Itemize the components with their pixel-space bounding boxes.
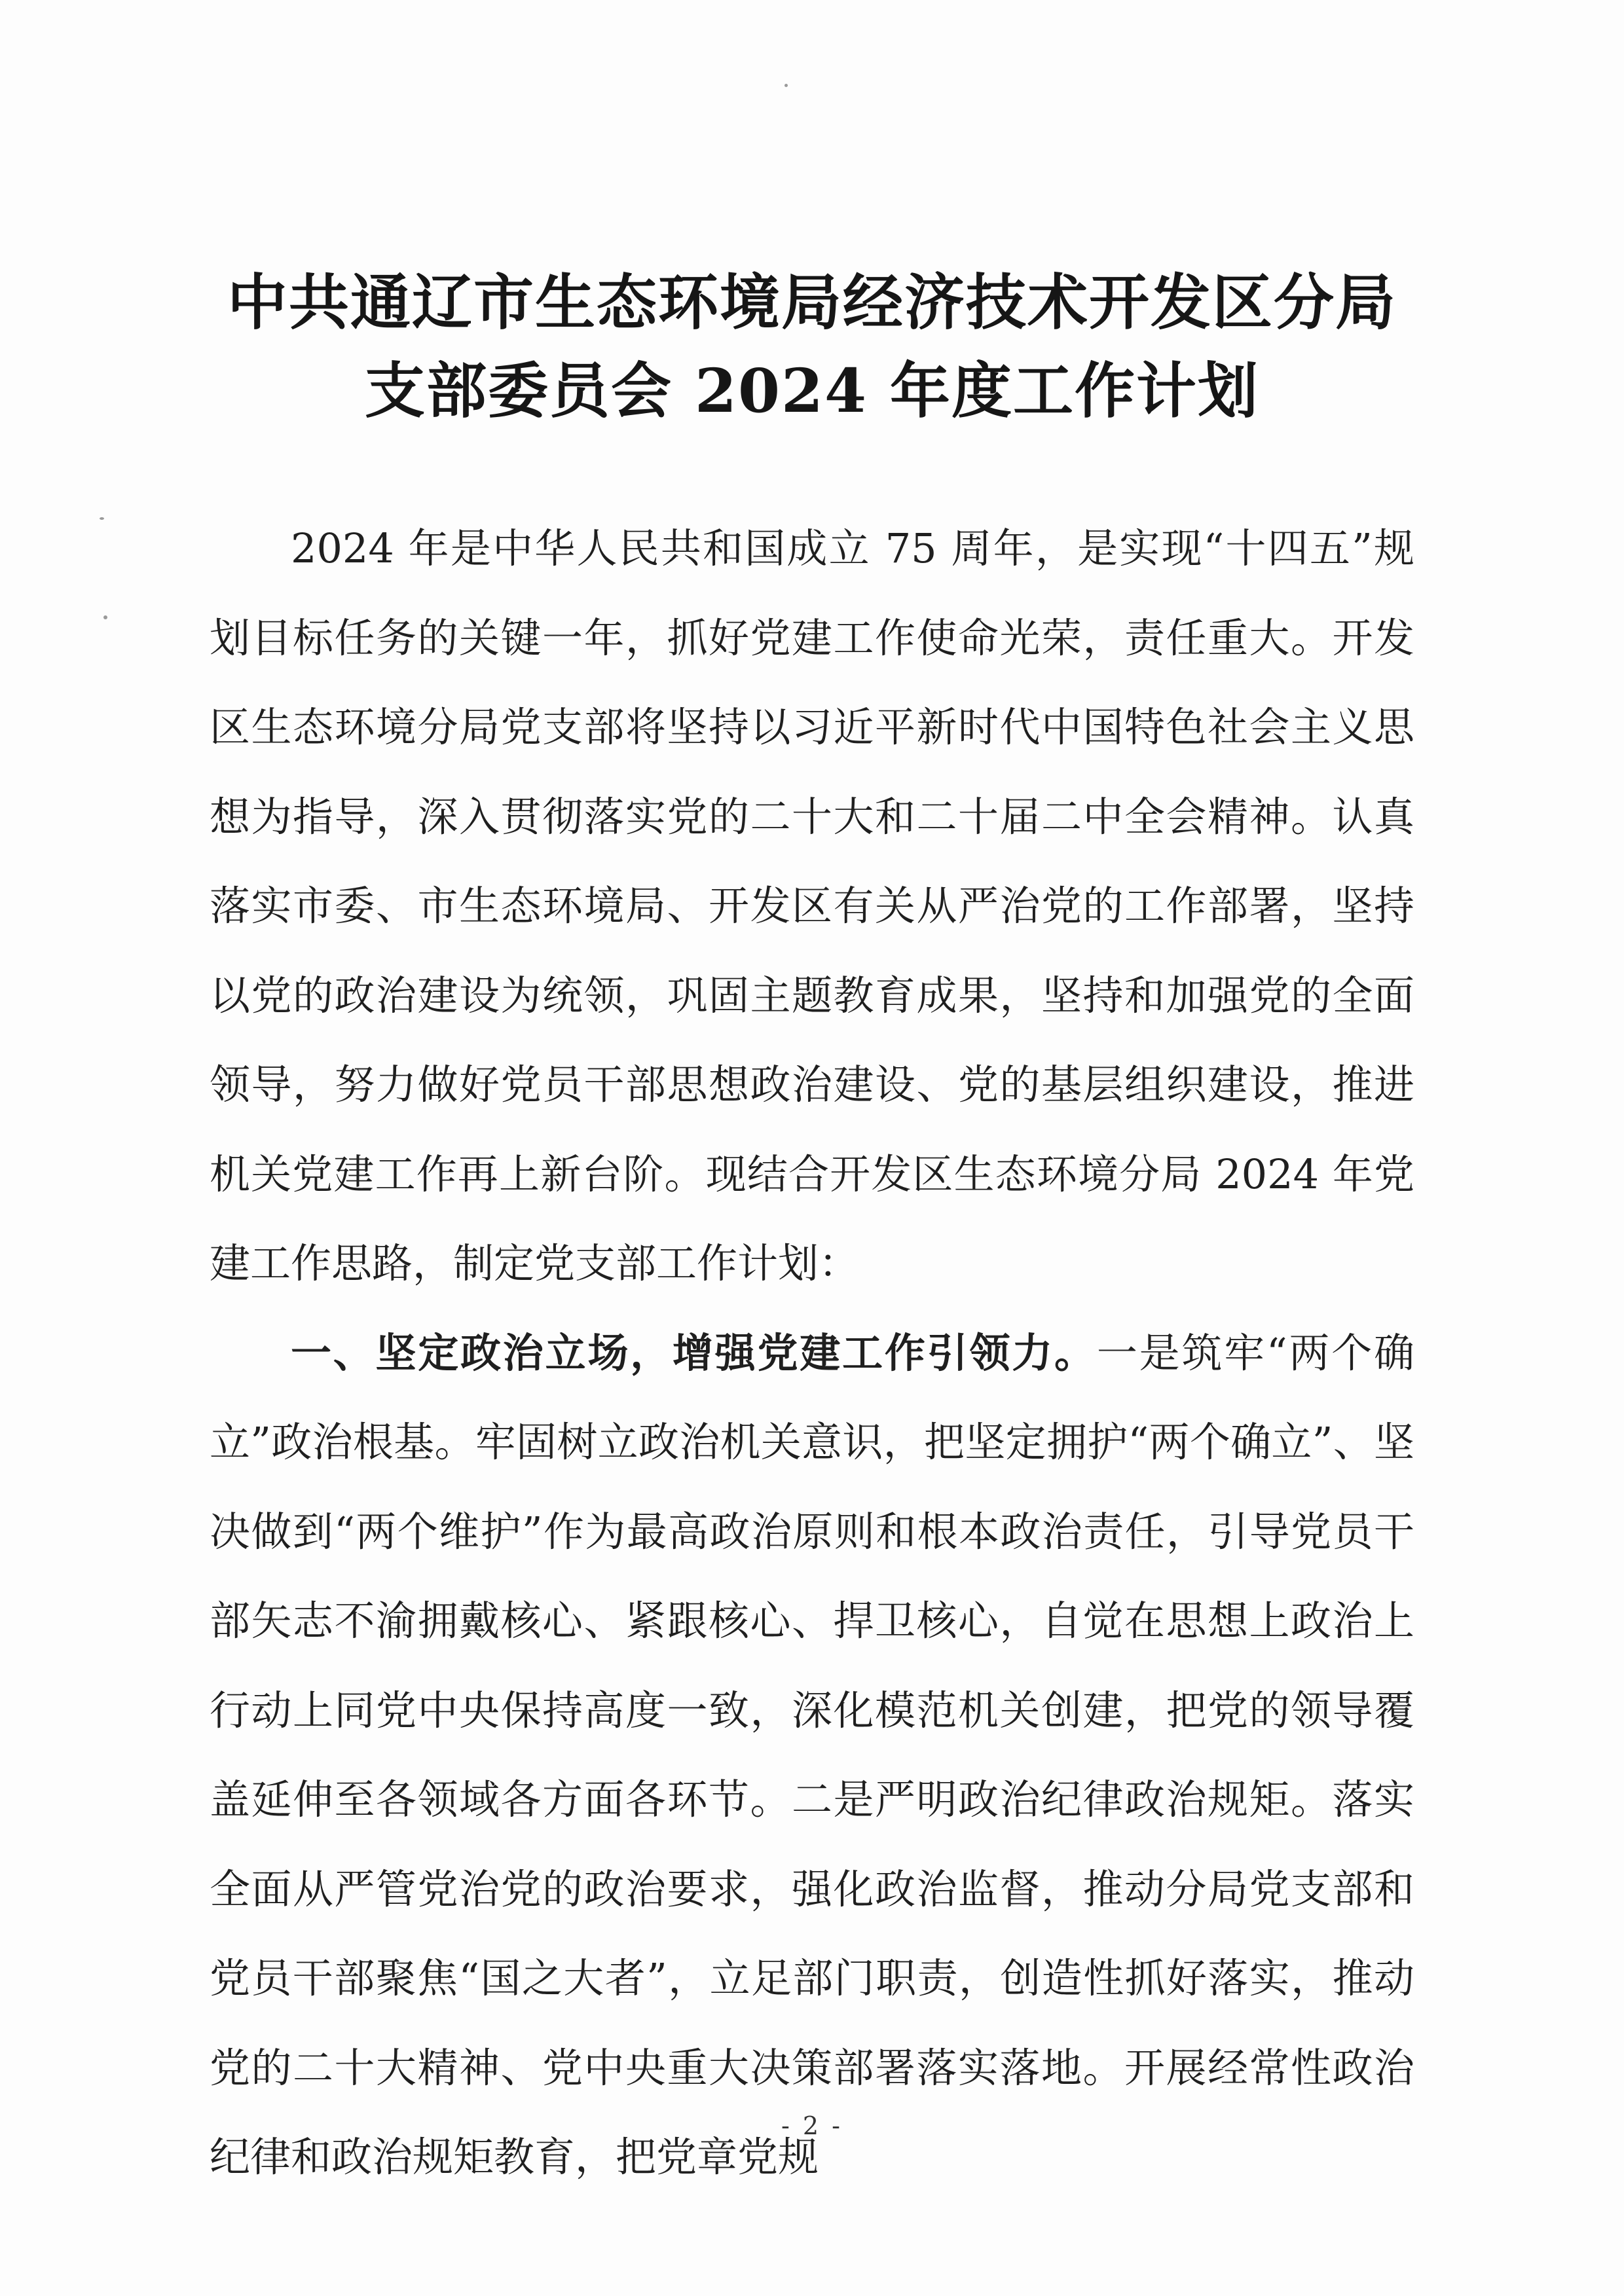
page-number: - 2 -: [781, 2111, 843, 2140]
section-1-heading: 一、坚定政治立场，增强党建工作引领力。: [291, 1328, 1097, 1377]
scan-speck: [100, 517, 104, 520]
document-title: [196, 259, 1428, 435]
intro-paragraph: 2024 年是中华人民共和国成立 75 周年，是实现“十四五”规划目标任务的关键一年，抓好党建工作使命光荣，责任重大。开发区生态环境分局党支部将坚持以习近平新时代中国特色社会主义思想为指导，深入贯彻落实党的二十大和二十届二中全会精神。认真落实市委、市生态环境局、开发区有关从严治党的工作部署，坚持以党的政治建设为统领，巩固主题教育成果，坚持和加强党的全面领导，努力做好党员干部思想政治建设、党的基层组织建设，推进机关党建工作再上新台阶。现结合开发区生态环境分局 2024 年党建工作思路，制定党支部工作计划：: [210, 524, 1414, 1287]
title-line-2: 支部委员会 2024 年度工作计划: [364, 355, 1260, 426]
section-1-paragraph: [210, 1309, 1414, 2202]
scan-speck: [103, 615, 107, 619]
document-body: [210, 504, 1414, 2202]
title-line-1: 中共通辽市生态环境局经济技术开发区分局: [227, 267, 1397, 338]
scan-speck: [784, 84, 788, 87]
section-1-text: 一是筑牢“两个确立”政治根基。牢固树立政治机关意识，把坚定拥护“两个确立”、坚决做到“两个维护”作为最高政治原则和根本政治责任，引导党员干部矢志不渝拥戴核心、紧跟核心、捍卫核心，自觉在思想上政治上行动上同党中央保持高度一致，深化模范机关创建，把党的领导覆盖延伸至各领域各方面各环节。二是严明政治纪律政治规矩。落实全面从严管党治党的政治要求，强化政治监督，推动分局党支部和党员干部聚焦“国之大者”，立足部门职责，创造性抓好落实，推动党的二十大精神、党中央重大决策部署落实落地。开展经常性政治纪律和政治规矩教育，把党章党规: [210, 1328, 1414, 2181]
